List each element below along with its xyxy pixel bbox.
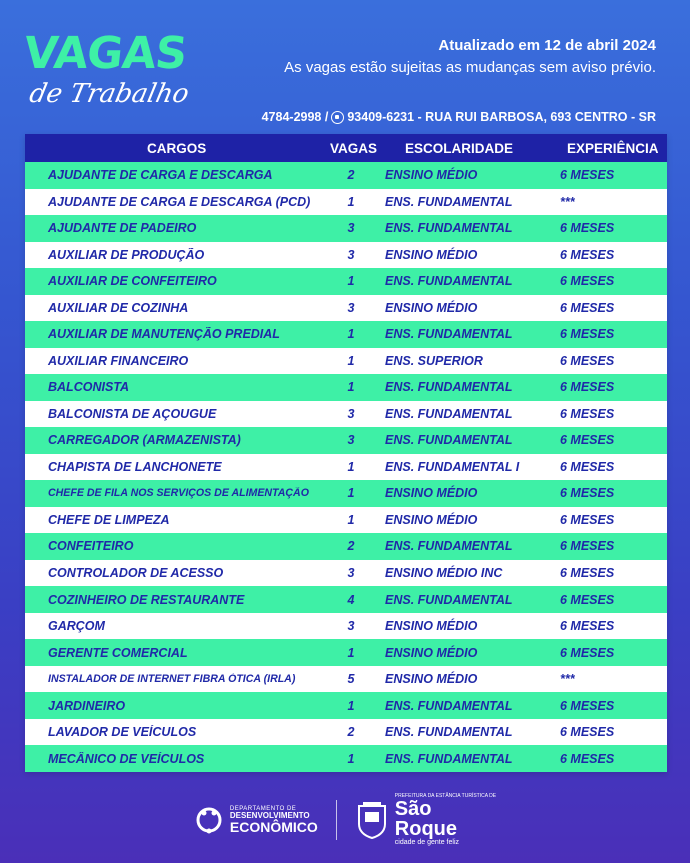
whatsapp-address: 93409-6231 - RUA RUI BARBOSA, 693 CENTRO - SR [347,110,656,124]
table-row [25,321,667,348]
cell-vagas: 1 [347,194,355,209]
cell-cargo: BALCONISTA DE AÇOUGUE [48,406,217,421]
footer-logos [0,790,690,850]
whatsapp-icon [331,111,344,124]
cell-cargo: AJUDANTE DE PADEIRO [48,221,197,236]
cell-cargo: CHAPISTA DE LANCHONETE [48,459,222,474]
updated-date: Atualizado em 12 de abril 2024 [438,37,656,54]
cell-escolaridade: ENSINO MÉDIO INC [385,565,503,580]
table-row [25,242,667,269]
cell-experiencia: 6 MESES [560,433,615,448]
cell-vagas: 1 [347,459,355,474]
cell-cargo: GARÇOM [48,619,105,634]
table-body [25,162,667,772]
cell-experiencia: 6 MESES [560,698,615,713]
cell-experiencia: 6 MESES [560,380,615,395]
cell-cargo: BALCONISTA [48,380,130,395]
cell-experiencia: 6 MESES [560,221,615,236]
table-row [25,268,667,295]
table-row [25,560,667,587]
cell-cargo: CHEFE DE FILA NOS SERVIÇOS DE ALIMENTAÇÃO [48,487,309,500]
cell-escolaridade: ENS. FUNDAMENTAL [385,380,513,395]
logo-vagas-text: VAGAS [21,28,189,79]
dev-economico-logo [194,805,318,835]
cell-experiencia: 6 MESES [560,645,615,660]
table-row [25,586,667,613]
cell-escolaridade: ENS. FUNDAMENTAL [385,433,513,448]
cell-experiencia: 6 MESES [560,353,615,368]
cell-experiencia: 6 MESES [560,459,615,474]
cell-vagas: 3 [347,247,355,262]
cell-escolaridade: ENSINO MÉDIO [385,645,478,660]
cell-vagas: 3 [347,221,355,236]
cell-cargo: CHEFE DE LIMPEZA [48,512,170,527]
cell-experiencia: 6 MESES [560,725,615,740]
cell-cargo: JARDINEIRO [48,698,126,713]
header-vagas: VAGAS [330,140,378,156]
table-row [25,454,667,481]
cell-cargo: AUXILIAR DE CONFEITEIRO [48,274,217,289]
contact-line [262,110,656,124]
header-experiencia: EXPERIÊNCIA [567,140,659,156]
sr-slogan: cidade de gente feliz [394,839,459,846]
cell-escolaridade: ENSINO MÉDIO [385,486,478,501]
cell-escolaridade: ENS. FUNDAMENTAL [385,194,513,209]
cell-escolaridade: ENS. FUNDAMENTAL [385,592,513,607]
cell-cargo: AUXILIAR FINANCEIRO [48,353,189,368]
phone-number: 4784-2998 / [261,110,329,124]
cell-escolaridade: ENS. FUNDAMENTAL [385,751,513,766]
cell-cargo: AUXILIAR DE MANUTENÇÃO PREDIAL [48,327,280,342]
cell-escolaridade: ENS. FUNDAMENTAL I [385,459,520,474]
table-row [25,427,667,454]
table-header [25,134,667,162]
cell-cargo: GERENTE COMERCIAL [48,645,188,660]
people-circle-icon [194,805,224,835]
cell-cargo: AUXILIAR DE PRODUÇÃO [48,247,205,262]
header-cargos: CARGOS [147,140,207,156]
table-row [25,162,667,189]
cell-vagas: 1 [347,327,355,342]
table-row [25,507,667,534]
table-row [25,533,667,560]
table-row [25,613,667,640]
cell-experiencia: 6 MESES [560,274,615,289]
cell-vagas: 3 [347,433,355,448]
table-row [25,401,667,428]
dev-mid-text: DESENVOLVIMENTO [229,811,310,820]
cell-vagas: 1 [347,353,355,368]
cell-cargo: INSTALADOR DE INTERNET FIBRA ÓTICA (IRLA) [48,673,296,686]
cell-experiencia: 6 MESES [560,512,615,527]
cell-experiencia: 6 MESES [560,592,615,607]
cell-vagas: 3 [347,565,355,580]
cell-vagas: 4 [347,592,355,607]
cell-escolaridade: ENS. FUNDAMENTAL [385,327,513,342]
cell-experiencia: 6 MESES [560,300,615,315]
cell-escolaridade: ENSINO MÉDIO [385,619,478,634]
cell-vagas: 1 [347,645,355,660]
cell-experiencia: 6 MESES [560,565,615,580]
cell-escolaridade: ENSINO MÉDIO [385,672,478,687]
cell-cargo: COZINHEIRO DE RESTAURANTE [48,592,245,607]
cell-experiencia: *** [560,194,575,209]
cell-experiencia: 6 MESES [560,539,615,554]
table-row [25,666,667,693]
table-row [25,480,667,507]
cell-cargo: CARREGADOR (ARMAZENISTA) [48,433,241,448]
cell-vagas: 3 [347,300,355,315]
dev-small-text: DEPARTAMENTO DE [229,806,297,812]
sr-name-roque: Roque [394,818,457,840]
cell-vagas: 5 [347,672,355,687]
cell-escolaridade: ENS. FUNDAMENTAL [385,221,513,236]
cell-vagas: 2 [347,168,355,183]
logo-vagas-de-trabalho [22,30,197,110]
sr-prefeitura: PREFEITURA DA ESTÂNCIA TURÍSTICA DE [394,793,497,799]
cell-escolaridade: ENS. FUNDAMENTAL [385,539,513,554]
cell-escolaridade: ENSINO MÉDIO [385,512,478,527]
cell-vagas: 2 [347,539,355,554]
cell-experiencia: 6 MESES [560,619,615,634]
cell-cargo: MECÂNICO DE VEÍCULOS [48,751,205,766]
cell-cargo: AUXILIAR DE COZINHA [48,300,189,315]
table-row [25,639,667,666]
cell-escolaridade: ENSINO MÉDIO [385,300,478,315]
cell-vagas: 3 [347,619,355,634]
dev-big-text: ECONÔMICO [229,819,318,835]
footer-divider [336,800,337,840]
sao-roque-logo [355,794,496,846]
cell-experiencia: 6 MESES [560,486,615,501]
cell-vagas: 1 [347,698,355,713]
cell-cargo: CONTROLADOR DE ACESSO [48,565,224,580]
table-row [25,745,667,772]
logo-trabalho-text: de Trabalho [26,79,192,109]
table-row [25,295,667,322]
city-crest-icon [355,800,389,840]
cell-vagas: 1 [347,512,355,527]
table-row [25,719,667,746]
cell-cargo: CONFEITEIRO [48,539,134,554]
cell-escolaridade: ENS. FUNDAMENTAL [385,406,513,421]
cell-escolaridade: ENSINO MÉDIO [385,247,478,262]
table-row [25,374,667,401]
cell-experiencia: 6 MESES [560,327,615,342]
cell-experiencia: 6 MESES [560,168,615,183]
cell-cargo: AJUDANTE DE CARGA E DESCARGA [48,168,273,183]
cell-vagas: 1 [347,751,355,766]
cell-escolaridade: ENS. FUNDAMENTAL [385,698,513,713]
cell-vagas: 2 [347,725,355,740]
cell-escolaridade: ENS. SUPERIOR [385,353,483,368]
table-row [25,215,667,242]
jobs-table [25,134,667,772]
cell-vagas: 1 [347,486,355,501]
cell-experiencia: 6 MESES [560,406,615,421]
cell-vagas: 3 [347,406,355,421]
cell-experiencia: *** [560,672,575,687]
cell-escolaridade: ENS. FUNDAMENTAL [385,725,513,740]
table-row [25,189,667,216]
notice-text: As vagas estão sujeitas as mudanças sem aviso prévio. [284,59,656,76]
cell-escolaridade: ENSINO MÉDIO [385,168,478,183]
cell-experiencia: 6 MESES [560,751,615,766]
cell-experiencia: 6 MESES [560,247,615,262]
table-row [25,348,667,375]
cell-escolaridade: ENS. FUNDAMENTAL [385,274,513,289]
cell-cargo: LAVADOR DE VEÍCULOS [48,725,197,740]
sr-name-sao: São [394,798,432,820]
cell-vagas: 1 [347,380,355,395]
header-escolaridade: ESCOLARIDADE [405,140,514,156]
cell-cargo: AJUDANTE DE CARGA E DESCARGA (PCD) [48,194,311,209]
cell-vagas: 1 [347,274,355,289]
table-row [25,692,667,719]
